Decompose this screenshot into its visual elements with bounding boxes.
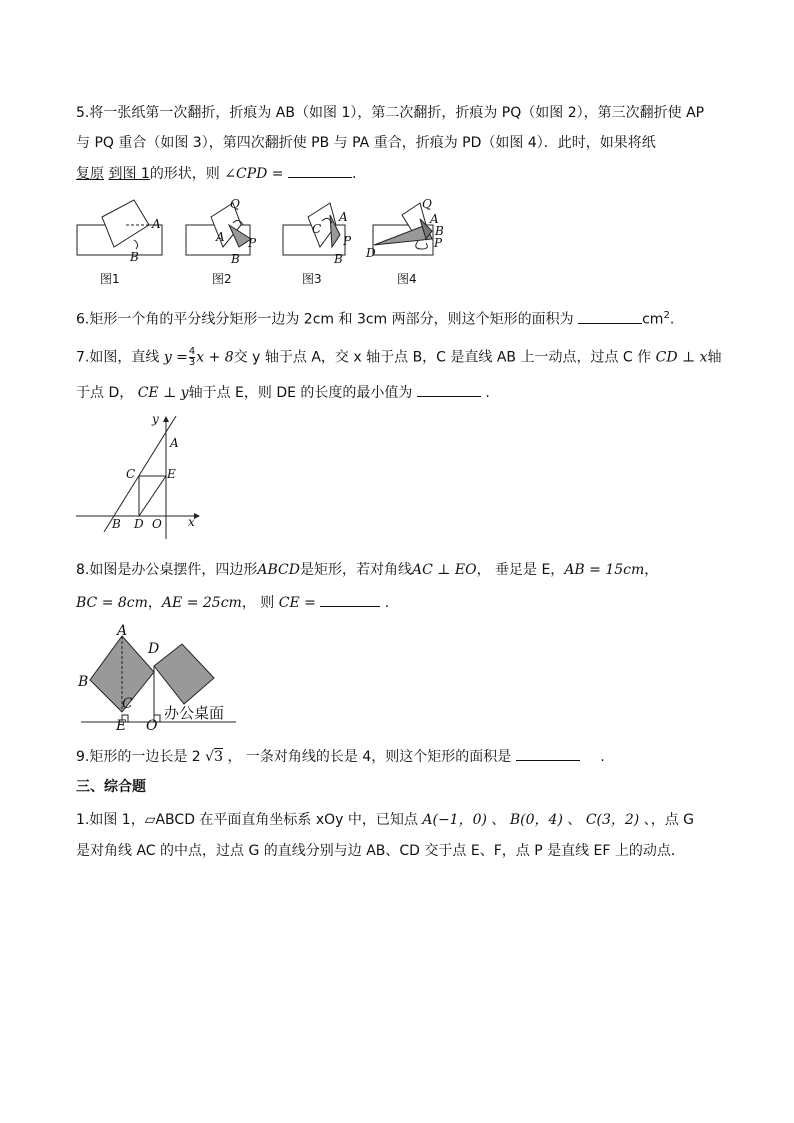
q7-line2-a: 于点 D， — [76, 385, 134, 401]
q7-intro: 7.如图，直线 — [76, 349, 160, 366]
c1-sep-1: 、 — [491, 812, 506, 828]
q8-intro: 8.如图是办公桌摆件，四边形 — [76, 562, 258, 578]
fig2-label-q: Q — [230, 197, 240, 211]
q7-label-o: O — [152, 517, 162, 531]
q7-perp-cd: CD ⊥ x — [655, 349, 708, 366]
fig2-label-a: A — [216, 230, 225, 244]
q7-label-e: E — [167, 467, 176, 481]
q8-answer-blank[interactable] — [320, 592, 380, 607]
fig4-label-p: P — [434, 236, 443, 250]
fig4-drawing — [372, 195, 462, 265]
q7-label-a: A — [170, 436, 179, 450]
q8-abcd: ABCD — [257, 562, 300, 578]
q8-label-e: E — [116, 718, 127, 734]
q5-line-3-full — [76, 163, 356, 184]
q8-ce-expr: CE = — [278, 595, 316, 611]
q8-label-d: D — [148, 641, 160, 657]
q6-period: . — [669, 311, 675, 328]
fig4-label-q: Q — [422, 197, 432, 211]
q8-label-b: B — [78, 674, 89, 690]
fig4-caption: 图4 — [397, 272, 417, 286]
c1-line-2: 是对角线 AC 的中点，过点 G 的直线分别与边 AB、CD 交于点 E、F，点 P 是直线 EF 上的动点． — [76, 843, 685, 859]
q5-line-2: 与 PQ 重合（如图 3），第四次翻折使 PB 与 PA 重合，折痕为 PD（如图 4）．此时，如果将纸 — [76, 135, 656, 151]
fig2-label-p: P — [248, 236, 257, 250]
fig1-label-a: A — [152, 217, 161, 231]
q5-period: . — [352, 166, 357, 182]
fig2-label-b: B — [231, 252, 240, 266]
q8-text-c: ， 垂足是 E， — [476, 562, 565, 578]
q9-line — [76, 746, 605, 767]
q8-then: ， 则 — [241, 595, 275, 611]
q8-label-o: O — [146, 718, 158, 734]
q9-text-a: 9.矩形的一边长是 2 — [76, 749, 201, 765]
q7-line-2 — [76, 382, 490, 403]
fig4-label-a: A — [430, 212, 439, 226]
q8-bc-length: BC = 8cm — [76, 595, 148, 611]
q6-line — [76, 306, 674, 330]
fig1-caption: 图1 — [100, 272, 120, 286]
c1-line-1 — [76, 810, 694, 830]
q7-label-d: D — [134, 517, 144, 531]
q6-unit: cm — [642, 311, 664, 328]
c1-point-b: B(0，4) — [509, 812, 563, 828]
q9-answer-blank[interactable] — [516, 746, 580, 761]
q7-label-y: y — [152, 412, 159, 426]
q7-answer-blank[interactable] — [417, 382, 481, 397]
q8-line-1 — [76, 560, 658, 580]
q7-label-c: C — [126, 467, 136, 481]
c1-intro: 1.如图 1，▱ABCD 在平面直角坐标系 xOy 中，已知点 — [76, 812, 418, 828]
q8-label-a: A — [117, 623, 128, 639]
q9-text-b: ， 一条对角线的长是 4，则这个矩形的面积是 — [227, 749, 512, 765]
q8-line-2 — [76, 592, 389, 613]
fig3-label-c: C — [312, 222, 322, 236]
fig3-label-a: A — [339, 210, 348, 224]
c1-line1-end: 、，点 G — [643, 812, 695, 828]
q6-text: 6.矩形一个角的平分线分矩形一边为 2cm 和 3cm 两部分，则这个矩形的面积为 — [76, 311, 574, 328]
q7-frac-num: 4 — [188, 346, 196, 357]
q7-eq-y: y = — [163, 349, 188, 366]
q7-period: . — [485, 385, 490, 401]
fig3-drawing — [282, 195, 372, 265]
q8-perp: AC ⊥ EO — [411, 562, 477, 578]
q7-label-b: B — [112, 517, 121, 531]
q7-perp-ce: CE ⊥ y — [137, 385, 189, 401]
fig4-label-b: B — [435, 224, 444, 238]
q7-line-1 — [76, 347, 722, 368]
q5-underlined-fig1: 到图 1 — [108, 166, 150, 182]
q8-sep: ， — [147, 595, 162, 611]
q8-ab-length: AB = 15cm — [564, 562, 645, 578]
q7-eq-rest: x + 8 — [196, 349, 234, 366]
section-3-title: 三、综合题 — [76, 779, 146, 795]
q7-text-b: 交 y 轴于点 A，交 x 轴于点 B，C 是直线 AB 上一动点，过点 C 作 — [233, 349, 652, 366]
c1-point-c: C(3，2) — [585, 812, 640, 828]
q7-line2-b: 轴于点 E，则 DE 的长度的最小值为 — [188, 385, 413, 401]
q7-label-x: x — [188, 515, 195, 529]
q9-sqrt: √3 — [205, 749, 224, 765]
q8-comma: ， — [644, 562, 659, 578]
fig3-caption: 图3 — [302, 272, 322, 286]
fig3-label-p: P — [343, 234, 352, 248]
q6-unit-exponent: 2 — [663, 310, 670, 321]
q8-text-b: 是矩形，若对角线 — [299, 562, 412, 578]
c1-point-a: A(−1，0) — [422, 812, 487, 828]
q5-line-3-text: 的形状，则 — [149, 166, 220, 182]
q9-sqrt-radicand: 3 — [214, 749, 224, 765]
fig4-label-d: D — [366, 246, 376, 260]
q9-period: . — [600, 749, 605, 765]
fig1-label-b: B — [130, 250, 139, 264]
fig3-label-b: B — [334, 252, 343, 266]
q8-ae-length: AE = 25cm — [161, 595, 242, 611]
fig2-caption: 图2 — [212, 272, 232, 286]
q8-period: . — [384, 595, 390, 611]
c1-sep-2: 、 — [567, 812, 582, 828]
q5-line-1: 5.将一张纸第一次翻折，折痕为 AB（如图 1），第二次翻折，折痕为 PQ（如图 2），第三次翻折使 AP — [76, 105, 705, 121]
q7-axis-word: 轴 — [707, 349, 722, 366]
q7-fraction — [189, 347, 195, 368]
q5-angle-expression: ∠CPD = — [224, 166, 284, 182]
q6-answer-blank[interactable] — [578, 309, 642, 324]
q7-frac-den: 3 — [188, 357, 196, 368]
q5-answer-blank[interactable] — [288, 163, 352, 178]
q5-underlined-restore: 复原 — [76, 166, 104, 182]
q8-label-c: C — [122, 696, 133, 712]
q8-desk-label: 办公桌面 — [164, 704, 225, 722]
